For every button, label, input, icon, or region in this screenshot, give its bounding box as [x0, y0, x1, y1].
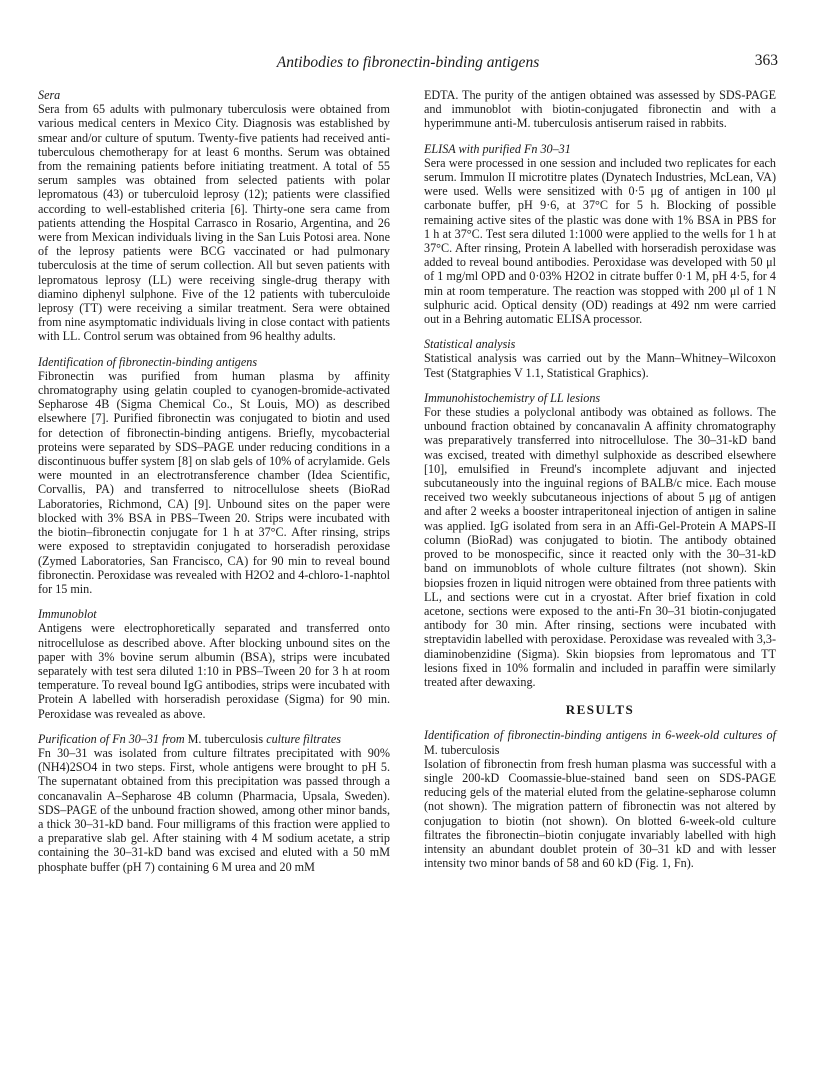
subsection-heading-results: Identification of fibronectin-binding antigens in 6-week-old cultures of M. tuberculosis	[424, 728, 776, 757]
left-column	[38, 88, 390, 874]
paragraph-statistics: Statistical analysis was carried out by the Mann–Whitney–Wilcoxon Test (Statgraphies V 1.1, Statistical Graphics).	[424, 351, 776, 380]
paragraph-immunoblot: Antigens were electrophoretically separated and transferred onto nitrocellulose as described above. After blocking unbound sites on the paper with 3% bovine serum albumin (BSA), strips were incubated separately with test sera diluted 1:10 in PBS–Tween 20 for 3 h at room temperature. To reveal bound IgG antibodies, strips were incubated with Protein A labelled with horseradish peroxidase (Sigma) for 90 min. Peroxidase was revealed as above.	[38, 621, 390, 721]
page-header	[38, 52, 778, 76]
right-column	[424, 88, 776, 870]
section-heading-immunoblot: Immunoblot	[38, 607, 97, 622]
paragraph-results: Isolation of fibronectin from fresh human plasma was successful with a single 200-kD Coomassie-blue-stained band seen on SDS-PAGE reducing gels of the material eluted from the gelatine-sepharose column (not shown). The migration pattern of fibronectin was not altered by conjugation to biotin (not shown). On blotted 6-week-old culture filtrates the fibronectin–biotin conjugate invariably labelled with high intensity an abundant doublet protein of 30–31 kD and with lesser intensity two minor bands of 58 and 60 kD (Fig. 1, Fn).	[424, 756, 776, 871]
running-title: Antibodies to fibronectin-binding antigens	[276, 54, 540, 71]
paragraph-immunohistochemistry: For these studies a polyclonal antibody was obtained as follows. The unbound fraction obtained by concanavalin A affinity chromatography was preparatively transferred into nitrocellulose. The 30–31-kD band was excised, treated with dimethyl sulphoxide as described elsewhere [10], emulsified in Freund's incomplete adjuvant and injected subcutaneously into the inguinal regions of BALB/c mice. Each mouse received two weekly subcutaneous injections of about 5 μg of antigen and after 2 weeks a booster intraperitoneal injection of antigen in saline was applied. IgG isolated from sera in an Affi-Gel-Protein A MAPS-II column (BioRad) was conjugated to biotin. The antibody obtained proved to be monospecific, since it reacted only with the 30–31-kD band on immunoblots of whole culture filtrates (not shown). Skin biopsies frozen in liquid nitrogen were obtained from three patients with LL, and sections were cut in a cryostat. After brief fixation in cold acetone, sections were exposed to the anti-Fn 30–31 biotin-conjugated antibody for 30 min. After rinsing, sections were incubated with streptavidin labelled with peroxidase. Peroxidase was revealed with 3,3-diaminobenzidine (Sigma). Skin biopsies from lepromatous and TT lesions fixed in 10% formalin and included in paraffin were similarly treated after dewaxing.	[424, 405, 776, 689]
paragraph-elisa: Sera were processed in one session and included two replicates for each serum. Immulon II microtitre plates (Dynatech Industries, McLean, VA) were used. Wells were sensitized with 0·5 μg of antigen in 100 μl carbonate buffer, pH 9·6, at 37°C for 5 h. Blocking of possible remaining active sites of the plastic was done with 1% BSA in PBS for 1 h at 37°C. Test sera diluted 1:1000 were applied to the wells for 1 h at 37°C. After rinsing, Protein A labelled with horseradish peroxidase was added to reveal bound antibodies. Peroxidase was developed with 50 μl of 1 mg/ml OPD and 0·03% H2O2 in citrate buffer 0·1 M, pH 4·5, for 4 min at room temperature. The reaction was stopped with 200 μl of 1 N sulphuric acid. Optical density (OD) readings at 492 nm were carried out in a Behring automatic ELISA processor.	[424, 155, 776, 327]
paragraph-purification: Fn 30–31 was isolated from culture filtrates precipitated with 90% (NH4)2SO4 in two steps. First, whole antigens were brought to pH 5. The supernatant obtained from this precipitation was passed through a concanavalin A–Sepharose 4B column (Pharmacia, Upsala, Sweden). SDS–PAGE of the unbound fraction showed, among other minor bands, a thick 30–31-kD band. Four milligrams of this fraction were applied to a preparative slab gel. After staining with 4 M sodium acetate, a strip containing the 30–31-kD band was excised and eluted with a 50 mM phosphate buffer (pH 7) containing 6 M urea and 20 mM	[38, 745, 390, 874]
section-heading-purification: Purification of Fn 30–31 from M. tuberculosis culture filtrates	[38, 731, 341, 746]
section-heading-identification: Identification of fibronectin-binding antigens	[38, 354, 258, 369]
section-heading-sera: Sera	[38, 88, 61, 102]
page-number: 363	[754, 52, 778, 69]
section-heading-immunohistochemistry: Immunohistochemistry of LL lesions	[424, 390, 601, 405]
section-heading-statistics: Statistical analysis	[424, 337, 516, 352]
paragraph-identification: Fibronectin was purified from human plasma by affinity chromatography using gelatin coupled to cyanogen-bromide-activated Sepharose 4B (Sigma Chemical Co., St Louis, MO) as described elsewhere [7]. Purified fibronectin was conjugated to biotin and used for detection of fibronectin-binding antigens. Briefly, mycobacterial proteins were separated by SDS–PAGE under reducing conditions in a discontinuous buffer system [8] on slab gels of 10% of acrylamide. Gels were mounted in an electrotransference chamber (Idea Scientific, Corvallis, PA) and transferred to nitrocellulose sheets (BioRad Laboratories, Richmond, CA) [9]. Unbound sites on the paper were blocked with 3% BSA in PBS–Tween 20. Strips were incubated with the biotin–fibronectin conjugate for 1 h at 37°C. After rinsing, strips were exposed to streptavidin conjugated to horseradish peroxidase (Zymed Laboratories, San Francisco, CA) for 90 min to reveal bound fibronectin. Peroxidase was revealed with H2O2 and 4-chloro-1-naphtol for 15 min.	[38, 368, 390, 596]
paragraph-edta-continuation: EDTA. The purity of the antigen obtained was assessed by SDS-PAGE and immunoblot with biotin-conjugated fibronectin and with a hyperimmune anti-M. tuberculosis antiserum raised in rabbits.	[424, 88, 776, 131]
results-heading: RESULTS	[565, 702, 635, 718]
section-heading-elisa: ELISA with purified Fn 30–31	[424, 141, 571, 156]
paragraph-sera: Sera from 65 adults with pulmonary tuberculosis were obtained from various medical centers in Mexico City. Diagnosis was established by smear and/or culture of sputum. Twenty-five patients had received anti-tuberculous chemotherapy for at least 6 months. Serum was obtained from the remaining patients before initiating treatment. A total of 55 serum samples was obtained from selected patients with polar lepromatous (43) or tuberculoid leprosy (12); patients were classified according to well-established criteria [6]. Thirty-one sera came from patients attending the Hospital Carrasco in Rosario, Argentina, and 26 were from Mexican individuals living in the San Luis Potosi area. None of the leprosy patients were BCG vaccinated or had pulmonary tuberculosis at the time of serum collection. All but seven patients with lepromatous leprosy (LL) were receiving single-drug therapy with diamino diphenyl sulphone. Five of the 12 patients with tuberculoide leprosy (TT) were receiving a similar treatment. Sera were obtained from nine asymptomatic individuals living in close contact with patients with LL. Control serum was obtained from 96 healthy adults.	[38, 102, 390, 344]
